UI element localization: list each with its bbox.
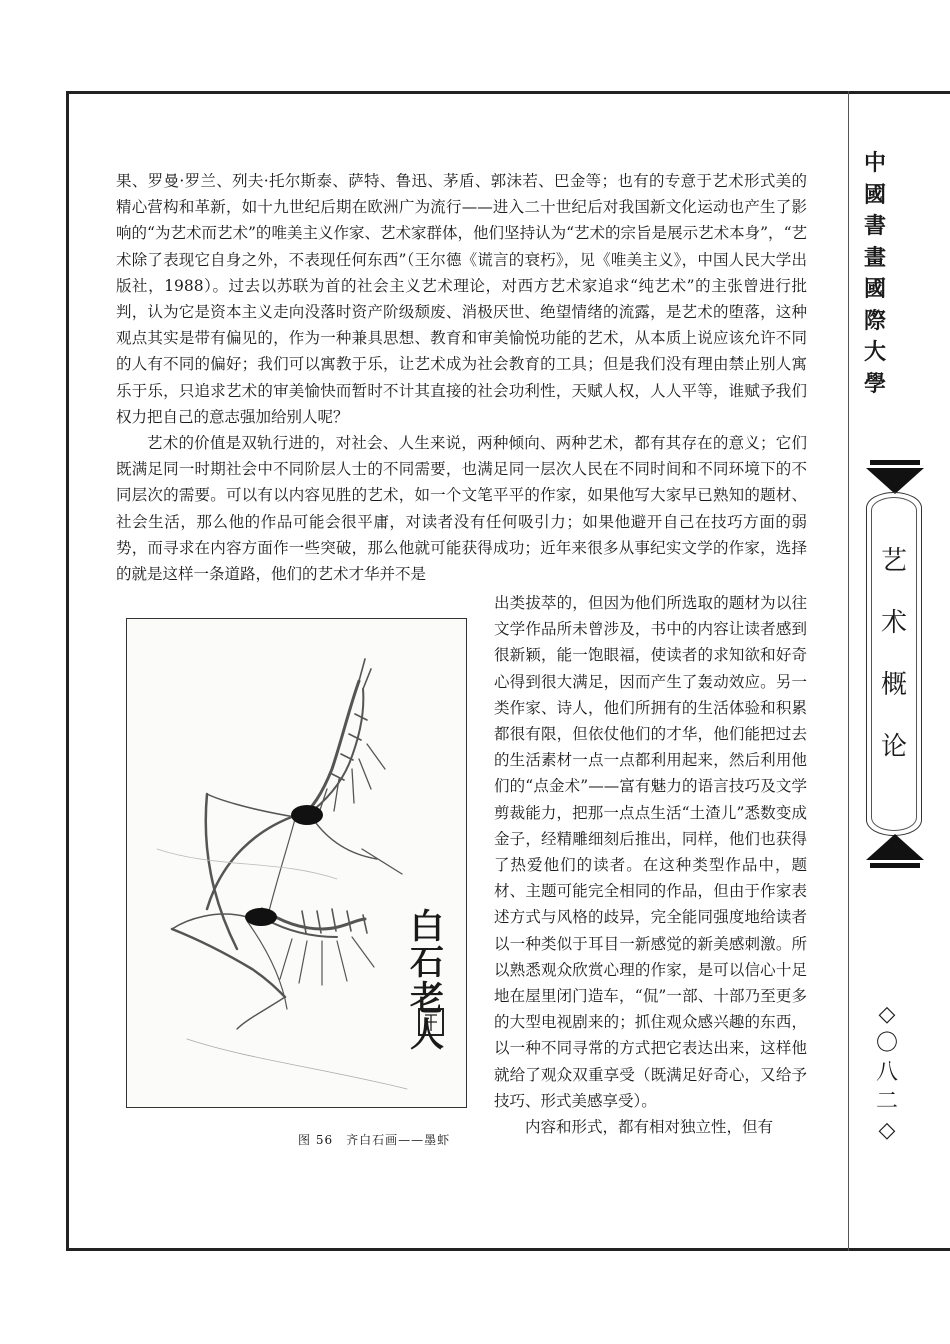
school-name-char: 國: [863, 276, 886, 302]
paragraph-2-continued: 出类拔萃的，但因为他们所选取的题材为以往文学作品所未曾涉及，书中的内容让读者感到很新颖，能一饱眼福，使读者的求知欲和好奇心得到很大满足，因而产生了轰动效应。另一类作家、诗人，他们所拥有的生活体验和积累都很有限，但依仗他们的才华，他们能把过去的生活素材一点一点都利用起来，然后利用他们的“点金术”——富有魅力的语言技巧及文学剪裁能力，把那一点点生活“土渣儿”悉数变成金子，经精雕细刻后推出，同样，他们也获得了热爱他们的读者。在这种类型作品中，题材、主题可能完全相同的作品，但由于作家表述方式与风格的歧异，完全能同强度地给读者以一种类似于耳目一新感觉的新美感刺激。所以熟悉观众欣赏心理的作家，是可以信心十足地在屋里闭门造车，“侃”一部、十部乃至更多的大型电视剧来的；抓住观众感兴趣的东西，以一种不同寻常的方式把它表达出来，这样他就给了观众双重享受（既满足好奇心，又给予技巧、形式美感享受）。: [494, 594, 807, 1110]
page-number-char: 〇: [875, 1031, 898, 1056]
lower-shrimp-head: [245, 908, 277, 926]
paragraph-3: 内容和形式，都有相对独立性，但有: [525, 1118, 774, 1137]
school-name-char: 國: [863, 181, 886, 208]
wrapped-text: [494, 590, 807, 1140]
book-title-vertical: [870, 530, 918, 778]
figure-caption: 图 56 齐白石画——墨虾: [298, 1133, 451, 1147]
paragraph-2: 艺术的价值是双轨行进的，对社会、人生来说，两种倾向、两种艺术，都有其存在的意义；它们既满足同一时期社会中不同阶层人士的不同需要，也满足同一层次人民在不同时间和不同环境下的不同层次的需要。可以有以内容见胜的艺术，如一个文笔平平的作家，如果他写大家早已熟知的题材、社会生活，那么他的作品可能会很平庸，对读者没有任何吸引力；如果他避开自己在技巧方面的弱势，而寻求在内容方面作一些突破，那么他就可能获得成功；近年来很多从事纪实文学的作家，选择的就是这样一条道路，他们的艺术才华并不是: [116, 434, 807, 584]
book-title-char: 术: [880, 608, 907, 638]
page-number-char: 二: [875, 1089, 898, 1114]
shrimp-painting-figure: [126, 618, 467, 1108]
title-ornament-top: [866, 460, 924, 496]
school-name-char: 際: [863, 307, 886, 334]
school-name-char: 畫: [863, 244, 886, 271]
page-number-char: 八: [875, 1060, 898, 1085]
school-name-char: 中: [863, 150, 886, 176]
upper-shrimp-head: [291, 805, 323, 825]
book-title-char: 概: [880, 670, 907, 700]
school-name-char: 書: [863, 213, 886, 239]
school-name-char: 大: [863, 339, 886, 365]
body-text: [116, 168, 807, 587]
school-name-vertical: [858, 148, 892, 400]
page-number-vertical: [866, 1000, 908, 1145]
book-title-char: 论: [880, 732, 907, 762]
paragraph-1: 果、罗曼·罗兰、列夫·托尔斯泰、萨特、鲁迅、茅盾、郭沫若、巴金等；也有的专意于艺术形式美的精心营构和革新，如十九世纪后期在欧洲广为流行——进入二十世纪后对我国新文化运动也产生了影响的“为艺术而艺术”的唯美主义作家、艺术家群体，他们坚持认为“艺术的宗旨是展示艺术本身”，“艺术除了表现它自身之外，不表现任何东西”（王尔德《谎言的衰朽》，见《唯美主义》，中国人民大学出版社，1988）。过去以苏联为首的社会主义艺术理论，对西方艺术家追求“纯艺术”的主张曾进行批判，认为它是资本主义走向没落时资产阶级颓废、消极厌世、绝望情绪的流露，是艺术的堕落，这种观点其实是带有偏见的，作为一种兼具思想、教育和审美愉悦功能的艺术，从本质上说应该允许不同的人有不同的偏好；我们可以寓教于乐，让艺术成为社会教育的工具；但是我们没有理由禁止别人寓乐于乐，只追求艺术的审美愉快而暂时不计其直接的社会功利性，天赋人权，人人平等，谁赋予我们权力把自己的意志强加给别人呢？: [116, 172, 807, 426]
title-ornament-bottom: [866, 832, 924, 868]
school-name-char: 學: [863, 370, 886, 397]
book-title-char: 艺: [880, 546, 907, 576]
painter-signature: 白 石 老 人: [410, 907, 444, 1055]
page-number-char: ◇: [878, 1118, 896, 1143]
margin-rule: [848, 91, 849, 1251]
page-number-char: ◇: [878, 1002, 896, 1027]
